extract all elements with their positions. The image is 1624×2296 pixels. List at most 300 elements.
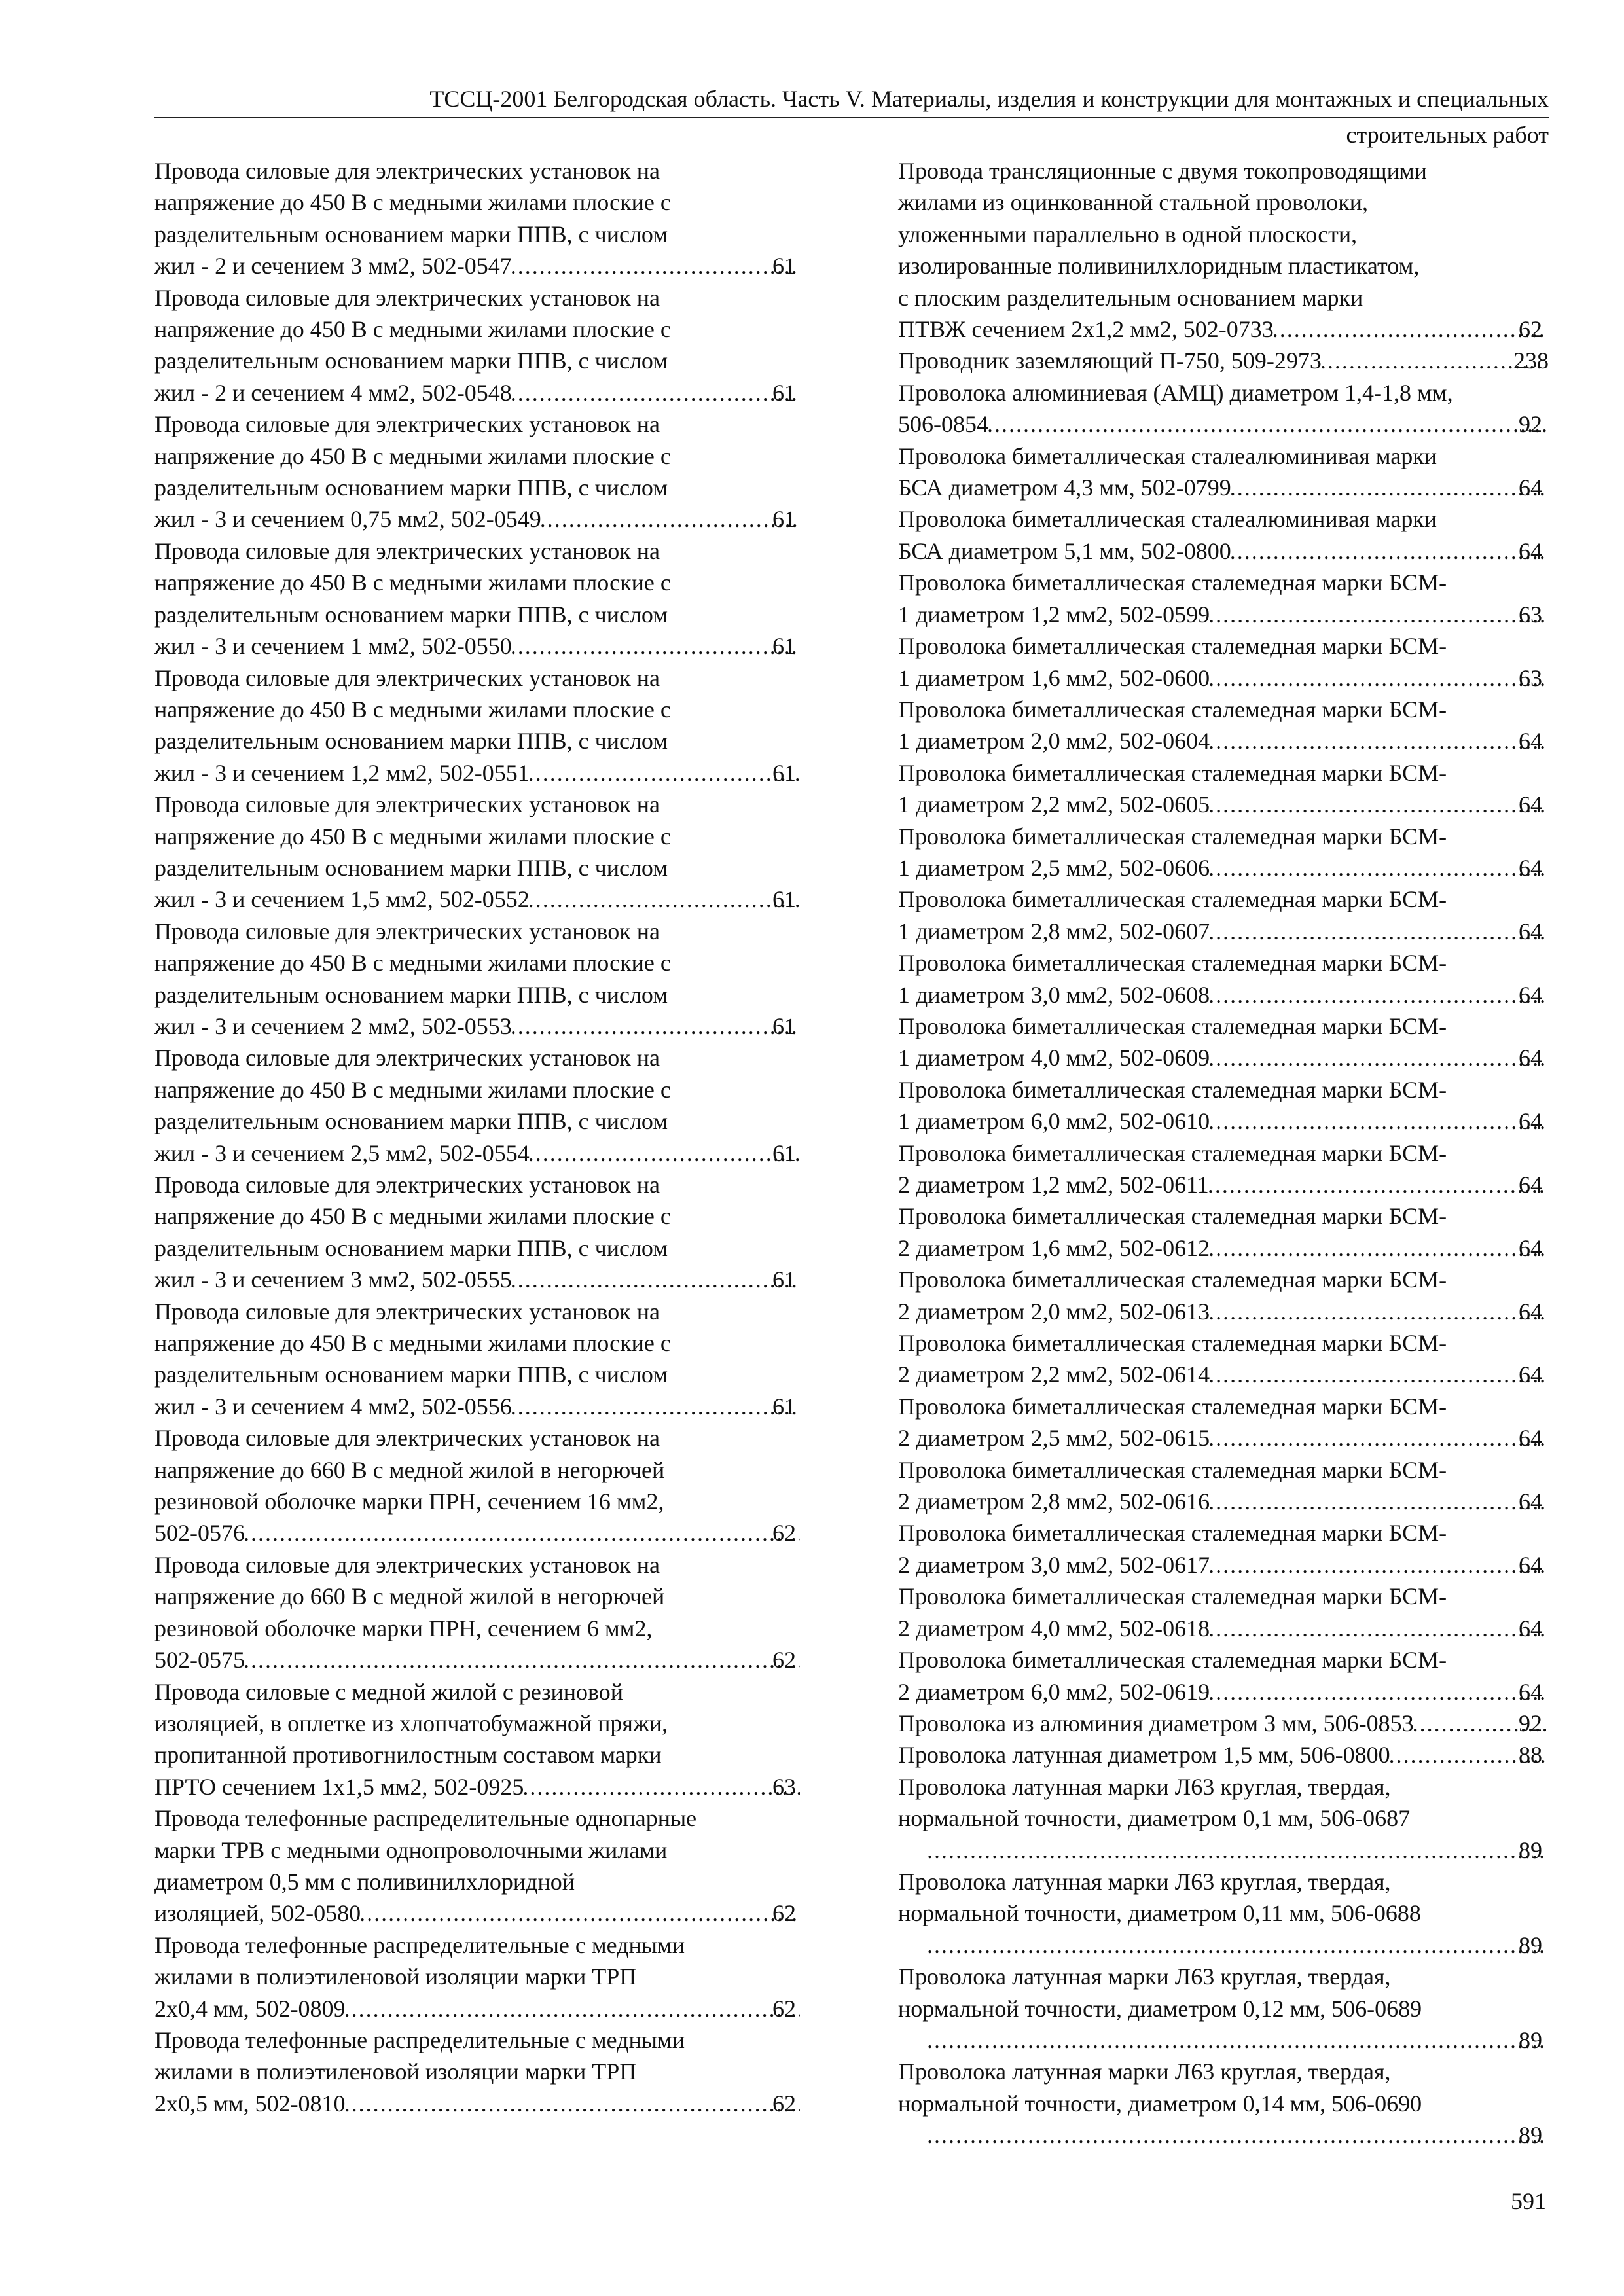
index-entry-page-number: 92 [1519,411,1542,438]
index-entry-page-number: 61 [772,759,796,786]
dot-leader [1210,662,1546,694]
dot-leader [1274,314,1546,345]
index-entry-last-line: 2 диаметром 2,5 мм2, 502-0615 [898,1425,1210,1452]
index-entry-line: разделительным основанием марки ППВ, с числом [154,981,668,1008]
dot-leader [245,1644,800,1676]
index-entry-line: Проволока биметаллическая сталемедная марки БСМ- [898,1456,1447,1483]
index-entry-line: Провода телефонные распределительные с медными [154,1931,685,1958]
dot-leader [1210,1676,1546,1708]
index-entry-page-number: 64 [1519,475,1542,501]
index-entry-last-line: 2 диаметром 3,0 мм2, 502-0617 [898,1551,1210,1578]
index-entry-line: Проволока биметаллическая сталемедная марки БСМ- [898,1013,1447,1039]
dot-leader [512,377,800,408]
index-entry-page-number: 64 [1519,1108,1542,1135]
index-entry-line: нормальной точности, диаметром 0,12 мм, 506-0689 [898,1995,1422,2022]
index-entry-leader-line [898,916,1549,947]
index-entry-line: Провода телефонные распределительные однопарные [154,1805,697,1832]
index-entry-leader-line [898,852,1549,884]
index-entry [898,155,1549,345]
dot-leader [1322,345,1541,376]
index-entry-leader-line [898,1422,1549,1454]
index-entry [898,1708,1549,1739]
index-entry-line: Провода силовые для электрических установок на [154,1045,660,1071]
index-entry-line: Проволока биметаллическая сталемедная марки БСМ- [898,696,1447,723]
index-entry-last-line: 1 диаметром 6,0 мм2, 502-0610 [898,1108,1210,1135]
index-entry-last-line: 2 диаметром 1,6 мм2, 502-0612 [898,1234,1210,1261]
index-entry-line: Проволока биметаллическая сталемедная марки БСМ- [898,1647,1447,1674]
index-entry-line: Проволока латунная марки Л63 круглая, твердая, [898,2058,1391,2085]
index-entry-last-line: Проводник заземляющий П-750, 509-2973 [898,348,1322,374]
dot-leader [988,408,1546,440]
index-entry-page-number: 62 [1519,316,1542,343]
index-entry-last-line: 1 диаметром 1,2 мм2, 502-0599 [898,601,1210,628]
index-entry-line: Провода силовые для электрических установок на [154,1551,660,1578]
index-entry-line: разделительным основанием марки ППВ, с числом [154,728,668,755]
index-entry-page-number: 64 [1519,1488,1542,1515]
index-entry-line: Провода силовые для электрических установок на [154,158,660,184]
index-entry-line: напряжение до 450 В с медными жилами плоские с [154,316,671,343]
index-entry-leader-line [898,535,1549,567]
index-entry-page-number: 64 [1519,1172,1542,1198]
index-entry-line: разделительным основанием марки ППВ, с числом [154,854,668,881]
index-entry-page-number: 64 [1519,1551,1542,1578]
index-entry-line: разделительным основанием марки ППВ, с числом [154,1361,668,1388]
index-entry-line: разделительным основанием марки ППВ, с числом [154,348,668,374]
dot-leader [1210,979,1546,1011]
index-entry-line: разделительным основанием марки ППВ, с числом [154,1108,668,1135]
index-entry-leader-line [154,1011,803,1042]
index-entry [898,440,1549,504]
index-entry-line: Проволока биметаллическая сталемедная марки БСМ- [898,823,1447,850]
index-entry [898,1327,1549,1391]
index-entry [898,1391,1549,1454]
index-entry-page-number: 61 [772,253,796,279]
dot-leader [1231,535,1546,567]
dot-leader [524,1771,800,1803]
index-entry [154,1929,803,2024]
index-entry [898,1866,1549,1961]
dot-leader [1209,1169,1546,1200]
index-entry-line: Провода силовые для электрических установок на [154,411,660,438]
index-column-right [898,155,1549,2151]
index-entry-last-line: жил - 2 и сечением 3 мм2, 502-0547 [154,253,512,279]
index-entry-line: с плоским разделительным основанием марки [898,284,1363,311]
index-entry-line: напряжение до 660 В с медной жилой в негорючей [154,1456,665,1483]
index-entry-page-number: 61 [772,1266,796,1293]
index-entry-line: Проволока биметаллическая сталемедная марки БСМ- [898,1393,1447,1420]
index-entry-page-number: 61 [772,506,796,533]
index-entry-leader-line [898,314,1549,345]
index-entry-last-line: жил - 3 и сечением 2 мм2, 502-0553 [154,1013,512,1039]
index-entry-last-line: 1 диаметром 4,0 мм2, 502-0609 [898,1045,1210,1071]
index-entry-leader-line [898,1105,1549,1137]
index-entry-page-number: 63 [1519,601,1542,628]
index-entry-leader-line [898,1739,1549,1770]
index-entry-line: Провода трансляционные с двумя токопроводящими [898,158,1427,184]
index-entry-page-number: 61 [772,379,796,406]
index-entry-leader-line [154,2088,803,2119]
index-entry-page-number: 62 [772,1647,796,1674]
index-entry-last-line: жил - 3 и сечением 1,2 мм2, 502-0551 [154,759,530,786]
dot-leader [1210,1549,1546,1581]
index-entry-last-line: жил - 3 и сечением 1,5 мм2, 502-0552 [154,886,530,913]
index-entry-line: Проволока биметаллическая сталемедная марки БСМ- [898,759,1447,786]
index-entry [898,2056,1549,2151]
index-entry-line: резиновой оболочке марки ПРН, сечением 16 мм2, [154,1488,664,1515]
index-entry [898,1454,1549,1518]
index-entry [154,1803,803,1929]
index-entry-leader-line [898,1169,1549,1200]
dot-leader [512,630,800,662]
dot-leader [1210,1359,1546,1390]
index-entry [154,282,803,409]
index-entry-line: напряжение до 660 В с медной жилой в негорючей [154,1583,665,1610]
index-entry-line: нормальной точности, диаметром 0,14 мм, 506-0690 [898,2090,1422,2117]
index-entry-line: Проволока биметаллическая сталемедная марки БСМ- [898,1583,1447,1610]
index-entry-last-line: 2х0,4 мм, 502-0809 [154,1995,346,2022]
index-entry-line: напряжение до 450 В с медными жилами плоские с [154,189,671,216]
index-entry-leader-line [154,1517,803,1549]
index-entry-last-line: 2х0,5 мм, 502-0810 [154,2090,346,2117]
dot-leader [245,1517,800,1549]
index-entry-leader-line [154,1993,803,2024]
index-entry-last-line: 1 диаметром 3,0 мм2, 502-0608 [898,981,1210,1008]
index-entry-line: напряжение до 450 В с медными жилами плоские с [154,1203,671,1230]
index-entry [898,1074,1549,1138]
dot-leader [1210,852,1546,884]
index-entry-page-number: 62 [772,2090,796,2117]
index-entry-last-line: 2 диаметром 2,0 мм2, 502-0613 [898,1298,1210,1325]
index-entry-line: разделительным основанием марки ППВ, с числом [154,1234,668,1261]
index-entry [898,1011,1549,1074]
index-entry-last-line: жил - 3 и сечением 3 мм2, 502-0555 [154,1266,512,1293]
index-entry-line: изолированные поливинилхлоридным пластикатом, [898,253,1420,279]
index-entry-page-number: 61 [772,886,796,913]
index-entry-line: Провода силовые для электрических установок на [154,1172,660,1198]
dot-leader [928,1929,1546,1961]
index-entry-line: Проволока биметаллическая сталемедная марки БСМ- [898,1266,1447,1293]
index-entry-last-line: жил - 3 и сечением 0,75 мм2, 502-0549 [154,506,541,533]
index-entry-line: Проволока биметаллическая сталеалюминивая марки [898,442,1437,469]
index-entry [898,377,1549,440]
dot-leader [928,1835,1546,1866]
index-entry [154,408,803,535]
index-entry-line: Проволока биметаллическая сталемедная марки БСМ- [898,1139,1447,1166]
index-entry [898,1771,1549,1866]
index-entry-page-number: 63 [1519,664,1542,691]
index-entry-line: Провода силовые с медной жилой с резиновой [154,1678,624,1705]
index-entry-leader-line [154,1644,803,1676]
dot-leader [1210,1296,1546,1327]
index-entry-page-number: 89 [1519,2122,1542,2149]
index-entry-page-number: 64 [1519,1045,1542,1071]
index-entry-page-number: 64 [1519,728,1542,755]
dot-leader [361,1897,800,1929]
index-entry-line: Провода силовые для электрических установок на [154,1298,660,1325]
dot-leader [1210,599,1546,630]
index-entry-page-number: 62 [772,1900,796,1927]
index-entry [154,916,803,1043]
index-entry-line: резиновой оболочке марки ПРН, сечением 6 мм2, [154,1615,653,1641]
dot-leader [346,1993,800,2024]
index-entry-line: напряжение до 450 В с медными жилами плоские с [154,696,671,723]
index-entry [898,821,1549,884]
dot-leader [512,1011,800,1042]
index-entry-page-number: 61 [772,1139,796,1166]
index-entry-page-number: 64 [1519,1425,1542,1452]
index-entry-last-line: 1 диаметром 1,6 мм2, 502-0600 [898,664,1210,691]
index-entry-line: жилами из оцинкованной стальной проволоки, [898,189,1368,216]
index-entry-line: Проволока биметаллическая сталемедная марки БСМ- [898,569,1447,596]
index-entry-line: Провода силовые для электрических установок на [154,918,660,944]
index-entry-page-number: 89 [1519,2026,1542,2053]
index-entry-leader-line [898,1359,1549,1390]
index-entry-leader-line [154,377,803,408]
index-entry-page-number: 64 [1519,981,1542,1008]
index-entry-last-line: ПРТО сечением 1х1,5 мм2, 502-0925 [154,1773,524,1800]
index-entry [154,1549,803,1676]
index-entry-line: напряжение до 450 В с медными жилами плоские с [154,950,671,977]
dot-leader [346,2088,800,2119]
dot-leader [512,1264,800,1295]
index-entry-leader-line [898,408,1549,440]
index-entry-last-line: 502-0576 [154,1520,245,1547]
index-entry [154,2024,803,2119]
index-entry-line: Провода силовые для электрических установок на [154,537,660,564]
dot-leader [1210,1422,1546,1454]
index-entry-page-number: 238 [1513,348,1549,374]
index-entry-leader-line [154,757,803,789]
index-entry-last-line: изоляцией, 502-0580 [154,1900,361,1927]
index-entry-leader-line [898,1232,1549,1264]
index-entry-line: разделительным основанием марки ППВ, с числом [154,601,668,628]
index-entry-line: Проволока латунная марки Л63 круглая, твердая, [898,1773,1391,1800]
index-entry-leader-line [898,789,1549,820]
index-entry-page-number: 64 [1519,537,1542,564]
index-entry-line: Провода силовые для электрических установок на [154,1425,660,1452]
index-entry-page-number: 64 [1519,1298,1542,1325]
dot-leader [530,1138,800,1169]
index-entry-last-line: жил - 3 и сечением 4 мм2, 502-0556 [154,1393,512,1420]
index-entry-leader-line [154,1264,803,1295]
index-entry-leader-line [154,250,803,281]
index-entry [898,1581,1549,1644]
index-entry-last-line: БСА диаметром 4,3 мм, 502-0799 [898,475,1231,501]
index-entry-last-line: 1 диаметром 2,8 мм2, 502-0607 [898,918,1210,944]
index-entry [898,1961,1549,2056]
index-entry-page-number: 64 [1519,1615,1542,1641]
index-entry-page-number: 88 [1519,1742,1542,1768]
index-entry-line: Проволока латунная марки Л63 круглая, твердая, [898,1868,1391,1895]
dot-leader [1210,789,1546,820]
index-entry-leader-line [898,1676,1549,1708]
index-entry [154,1676,803,1803]
index-entry [898,345,1549,376]
index-entry-leader-line [154,884,803,915]
index-entry-leader-line [154,503,803,535]
index-entry-line: напряжение до 450 В с медными жилами плоские с [154,1330,671,1357]
index-entry-last-line: жил - 3 и сечением 1 мм2, 502-0550 [154,633,512,660]
index-entry-page-number: 62 [772,1995,796,2022]
dot-leader [1210,1613,1546,1644]
index-entry-last-line: 2 диаметром 2,2 мм2, 502-0614 [898,1361,1210,1388]
index-entry-line: разделительным основанием марки ППВ, с числом [154,475,668,501]
index-entry-page-number: 64 [1519,1678,1542,1705]
index-entry [898,694,1549,757]
index-entry-line: марки ТРВ с медными однопроволочными жилами [154,1837,668,1863]
index-entry-leader-line [898,1296,1549,1327]
index-entry-line: Проволока биметаллическая сталемедная марки БСМ- [898,1520,1447,1547]
index-entry-leader-line [898,1549,1549,1581]
index-entry [154,1169,803,1296]
index-entry [154,1296,803,1423]
header-title-line1: ТССЦ-2001 Белгородская область. Часть V. Материалы, изделия и конструкции для монтажных и специальных [429,86,1549,112]
index-entry-line: изоляцией, в оплетке из хлопчатобумажной пряжи, [154,1710,668,1736]
index-entry-last-line: 506-0854 [898,411,988,438]
index-entry-page-number: 61 [772,1393,796,1420]
index-entry-line: Провода силовые для электрических установок на [154,791,660,818]
index-entry-leader-line [898,1486,1549,1517]
index-entry-leader-line [154,1391,803,1422]
index-entry [154,1422,803,1549]
index-entry [898,1264,1549,1327]
index-entry-line: Проволока алюминиевая (АМЦ) диаметром 1,4-1,8 мм, [898,379,1453,406]
index-entry-line: Проволока биметаллическая сталемедная марки БСМ- [898,950,1447,977]
index-entry-last-line: 2 диаметром 1,2 мм2, 502-0611 [898,1172,1209,1198]
index-entry-leader-line [154,630,803,662]
index-entry-page-number: 62 [772,1520,796,1547]
index-entry-page-number: 64 [1519,854,1542,881]
index-entry-leader-line [898,1708,1549,1739]
index-entry-leader-line [898,1613,1549,1644]
index-entry-line: нормальной точности, диаметром 0,11 мм, 506-0688 [898,1900,1421,1927]
index-entry-leader-line [898,599,1549,630]
index-entry-line: жилами в полиэтиленовой изоляции марки ТРП [154,1964,637,1990]
index-entry-leader-line [928,2119,1549,2151]
index-entry-line: диаметром 0,5 мм с поливинилхлоридной [154,1868,575,1895]
index-entry-last-line: Проволока из алюминия диаметром 3 мм, 506-0853 [898,1710,1414,1736]
index-entry-line: Проволока латунная марки Л63 круглая, твердая, [898,1964,1391,1990]
index-entry [898,1739,1549,1770]
index-entry [898,1644,1549,1708]
index-entry-page-number: 89 [1519,1837,1542,1863]
index-entry [154,1042,803,1169]
index-entry-line: Проволока биметаллическая сталемедная марки БСМ- [898,1203,1447,1230]
index-entry [154,789,803,916]
index-entry [898,757,1549,821]
index-entry-page-number: 89 [1519,1931,1542,1958]
index-entry-line: Проволока биметаллическая сталемедная марки БСМ- [898,886,1447,913]
index-entry-leader-line [928,2024,1549,2056]
index-entry-page-number: 61 [772,1013,796,1039]
index-entry-page-number: 64 [1519,1234,1542,1261]
dot-leader [1231,472,1546,503]
index-entry-line: Проволока биметаллическая сталеалюминивая марки [898,506,1437,533]
index-entry-leader-line [154,1771,803,1803]
index-entry-leader-line [898,1042,1549,1073]
index-entry-line: Проволока биметаллическая сталемедная марки БСМ- [898,1330,1447,1357]
index-entry-page-number: 92 [1519,1710,1542,1736]
index-entry [898,1517,1549,1581]
index-entry [898,947,1549,1011]
index-entry-last-line: жил - 3 и сечением 2,5 мм2, 502-0554 [154,1139,530,1166]
index-entry-leader-line [928,1929,1549,1961]
index-entry-line: напряжение до 450 В с медными жилами плоские с [154,569,671,596]
index-entry [898,884,1549,947]
dot-leader [541,503,800,535]
dot-leader [928,2119,1546,2151]
index-entry [154,662,803,789]
index-entry-leader-line [898,979,1549,1011]
index-entry-line: пропитанной противогнилостным составом марки [154,1742,662,1768]
dot-leader [512,1391,800,1422]
index-entry-line: напряжение до 450 В с медными жилами плоские с [154,442,671,469]
dot-leader [1210,1105,1546,1137]
page-number: 591 [1511,2188,1546,2214]
index-entry-last-line: 2 диаметром 2,8 мм2, 502-0616 [898,1488,1210,1515]
index-entry-page-number: 63 [772,1773,796,1800]
index-entry [154,535,803,662]
index-entry-last-line: 502-0575 [154,1647,245,1674]
index-entry-last-line: БСА диаметром 5,1 мм, 502-0800 [898,537,1231,564]
dot-leader [1210,725,1546,757]
index-entry-line: Проволока биметаллическая сталемедная марки БСМ- [898,633,1447,660]
header-title-line2: строительных работ [1346,122,1549,148]
index-entry-line: жилами в полиэтиленовой изоляции марки ТРП [154,2058,637,2085]
index-entry-last-line: 2 диаметром 6,0 мм2, 502-0619 [898,1678,1210,1705]
dot-leader [530,884,800,915]
index-column-left [154,155,803,2119]
index-entry [898,1200,1549,1264]
index-entry-line: напряжение до 450 В с медными жилами плоские с [154,1076,671,1103]
index-entry-page-number: 61 [772,633,796,660]
index-entry-last-line: Проволока латунная диаметром 1,5 мм, 506-0800 [898,1742,1390,1768]
index-entry-page-number: 64 [1519,1361,1542,1388]
index-entry-line: Провода силовые для электрических установок на [154,664,660,691]
index-entry-line: напряжение до 450 В с медными жилами плоские с [154,823,671,850]
dot-leader [1210,1042,1546,1073]
index-entry-leader-line [898,472,1549,503]
index-entry-leader-line [898,662,1549,694]
index-entry-line: Проволока биметаллическая сталемедная марки БСМ- [898,1076,1447,1103]
index-entry-line: Провода силовые для электрических установок на [154,284,660,311]
index-entry-last-line: 1 диаметром 2,0 мм2, 502-0604 [898,728,1210,755]
index-entry-last-line: жил - 2 и сечением 4 мм2, 502-0548 [154,379,512,406]
dot-leader [928,2024,1546,2056]
index-entry-leader-line [898,345,1549,376]
index-entry-line: уложенными параллельно в одной плоскости, [898,221,1358,247]
index-entry-leader-line [928,1835,1549,1866]
index-entry-line: разделительным основанием марки ППВ, с числом [154,221,668,247]
index-entry-last-line: ПТВЖ сечением 2х1,2 мм2, 502-0733 [898,316,1274,343]
index-entry-page-number: 64 [1519,791,1542,818]
index-entry [898,567,1549,630]
running-header [154,84,1549,148]
dot-leader [1210,916,1546,947]
index-entry-last-line: 2 диаметром 4,0 мм2, 502-0618 [898,1615,1210,1641]
index-entry-page-number: 64 [1519,918,1542,944]
index-entry [898,503,1549,567]
dot-leader [1210,1486,1546,1517]
dot-leader [512,250,800,281]
index-entry [898,630,1549,694]
index-entry-last-line: 1 диаметром 2,5 мм2, 502-0606 [898,854,1210,881]
dot-leader [1210,1232,1546,1264]
index-entry-last-line: 1 диаметром 2,2 мм2, 502-0605 [898,791,1210,818]
index-entry [154,155,803,282]
dot-leader [530,757,800,789]
index-entry-leader-line [898,725,1549,757]
